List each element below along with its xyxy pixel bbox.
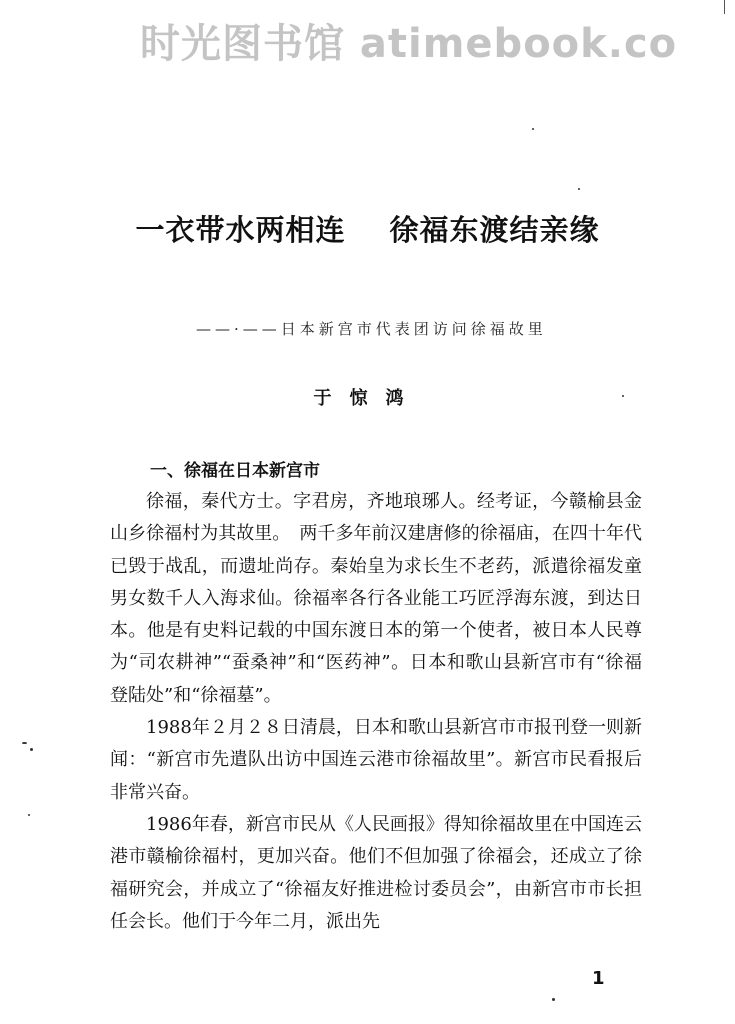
scan-speck bbox=[578, 188, 580, 190]
watermark: 时光图书馆 atimebook.co bbox=[140, 21, 678, 67]
scan-speck bbox=[30, 748, 33, 751]
scan-speck bbox=[28, 814, 30, 816]
scan-speck bbox=[22, 742, 27, 744]
paragraph: 1986年春，新宫市民从《人民画报》得知徐福故里在中国连云港市赣榆徐福村，更加兴奋。他们不但加强了徐福会，还成立了徐福研究会，并成立了“徐福友好推进检讨委员会”，由新宫市市长担任会长。他们于今年二月，派出先 bbox=[110, 813, 642, 932]
scan-speck bbox=[622, 395, 624, 397]
page-corner-line bbox=[724, 0, 735, 14]
scan-speck bbox=[552, 998, 555, 1001]
section-heading: 一、徐福在日本新宫市 bbox=[150, 461, 320, 481]
article-body bbox=[110, 486, 642, 938]
page-number: 1 bbox=[592, 968, 605, 989]
scan-speck bbox=[532, 128, 534, 130]
article-title-part-2: 徐福东渡结亲缘 bbox=[389, 213, 600, 247]
author-name: 于惊鸿 bbox=[313, 388, 422, 409]
article-title bbox=[0, 208, 735, 249]
article-subtitle: ——·——日本新宫市代表团访问徐福故里 bbox=[196, 320, 547, 338]
paragraph: 徐福，秦代方士。字君房，齐地琅琊人。经考证，今赣榆县金山乡徐福村为其故里。 两千多年前汉建唐修的徐福庙，在四十年代已毁于战乱，而遗址尚存。秦始皇为求长生不老药，派遣徐福发童男女数千人入海求仙。徐福率各行各业能工巧匠浮海东渡，到达日本。他是有史料记载的中国东渡日本的第一个使者，被日本人民尊为“司农耕神”“蚕桑神”和“医药神”。日本和歌山县新宫市有“徐福登陆处”和“徐福墓”。 bbox=[110, 491, 642, 706]
article-title-part-1: 一衣带水两相连 bbox=[135, 213, 346, 247]
paragraph: 1988年２月２８日清晨，日本和歌山县新宫市市报刊登一则新闻：“新宫市先遣队出访中国连云港市徐福故里”。新宫市民看报后非常兴奋。 bbox=[110, 717, 642, 803]
